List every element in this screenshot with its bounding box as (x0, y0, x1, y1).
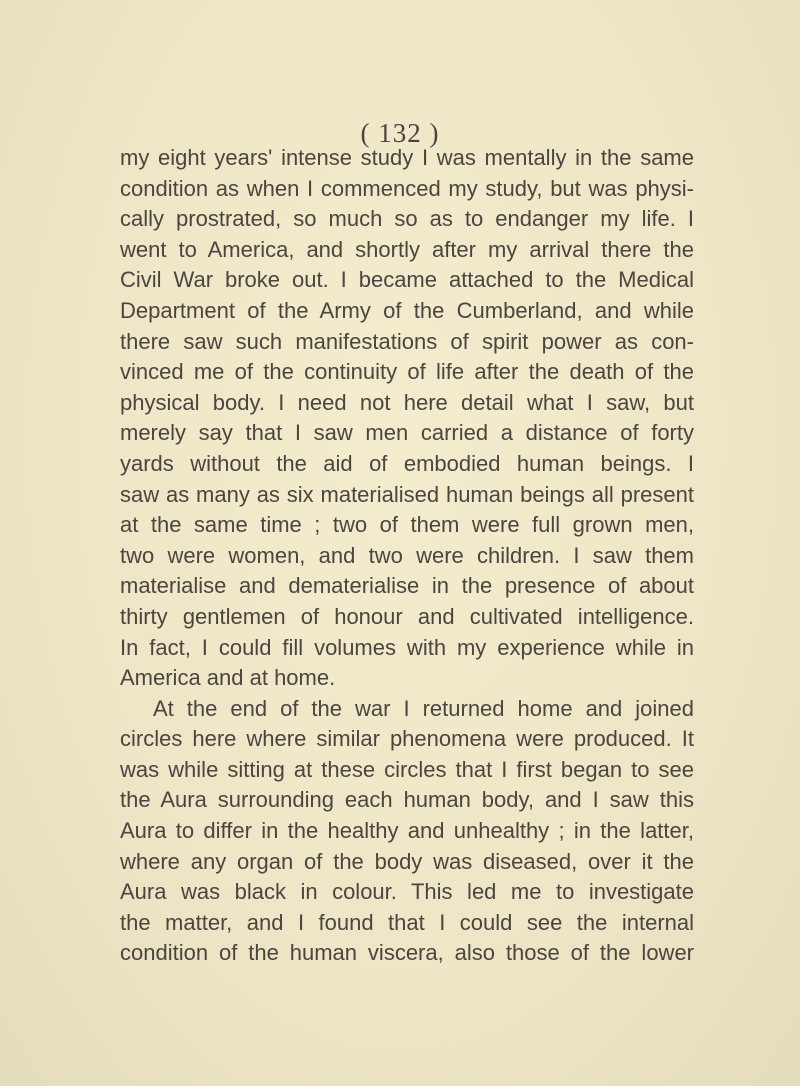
text-line: circles here where similar phenomena were produced. It (120, 726, 694, 752)
paragraph (120, 143, 694, 694)
text-line: At the end of the war I returned home and joined (153, 695, 694, 721)
text-line: the Aura surrounding each human body, and I saw this (120, 787, 694, 813)
text-line: was while sitting at these circles that I first began to see (120, 756, 694, 782)
body-text (120, 143, 694, 969)
text-line: materialise and dematerialise in the presence of about (120, 573, 694, 599)
text-line: Civil War broke out. I became attached to the Medical (120, 267, 694, 293)
text-line: where any organ of the body was diseased, over it the (120, 848, 694, 874)
text-line: condition of the human viscera, also those of the lower (120, 940, 694, 966)
text-line: yards without the aid of embodied human beings. I (120, 450, 694, 476)
text-line: went to America, and shortly after my arrival there the (120, 236, 694, 262)
text-line: In fact, I could fill volumes with my experience while in (120, 634, 694, 660)
text-line: my eight years' intense study I was mentally in the same (120, 145, 694, 170)
text-line: thirty gentlemen of honour and cultivated intelligence. (120, 603, 694, 629)
text-line: two were women, and two were children. I saw them (120, 542, 694, 568)
text-line: Aura was black in colour. This led me to investigate (120, 879, 694, 905)
page-number: ( 132 ) (360, 118, 440, 148)
text-line: cally prostrated, so much so as to endanger my life. I (120, 206, 694, 232)
text-line: there saw such manifestations of spirit power as con- (120, 328, 694, 354)
text-line: Department of the Army of the Cumberland, and while (120, 297, 694, 323)
text-line: physical body. I need not here detail what I saw, but (120, 389, 694, 415)
text-line: condition as when I commenced my study, but was physi- (120, 175, 694, 201)
text-line: the matter, and I found that I could see the internal (120, 909, 694, 935)
paragraph (120, 694, 694, 969)
text-line: merely say that I saw men carried a distance of forty (120, 420, 694, 446)
text-line: America and at home. (120, 665, 336, 691)
text-line: saw as many as six materialised human beings all present (120, 481, 694, 507)
text-line: Aura to differ in the healthy and unhealthy ; in the latter, (120, 818, 694, 844)
text-line: at the same time ; two of them were full grown men, (120, 512, 694, 538)
text-line: vinced me of the continuity of life after the death of the (120, 359, 694, 385)
